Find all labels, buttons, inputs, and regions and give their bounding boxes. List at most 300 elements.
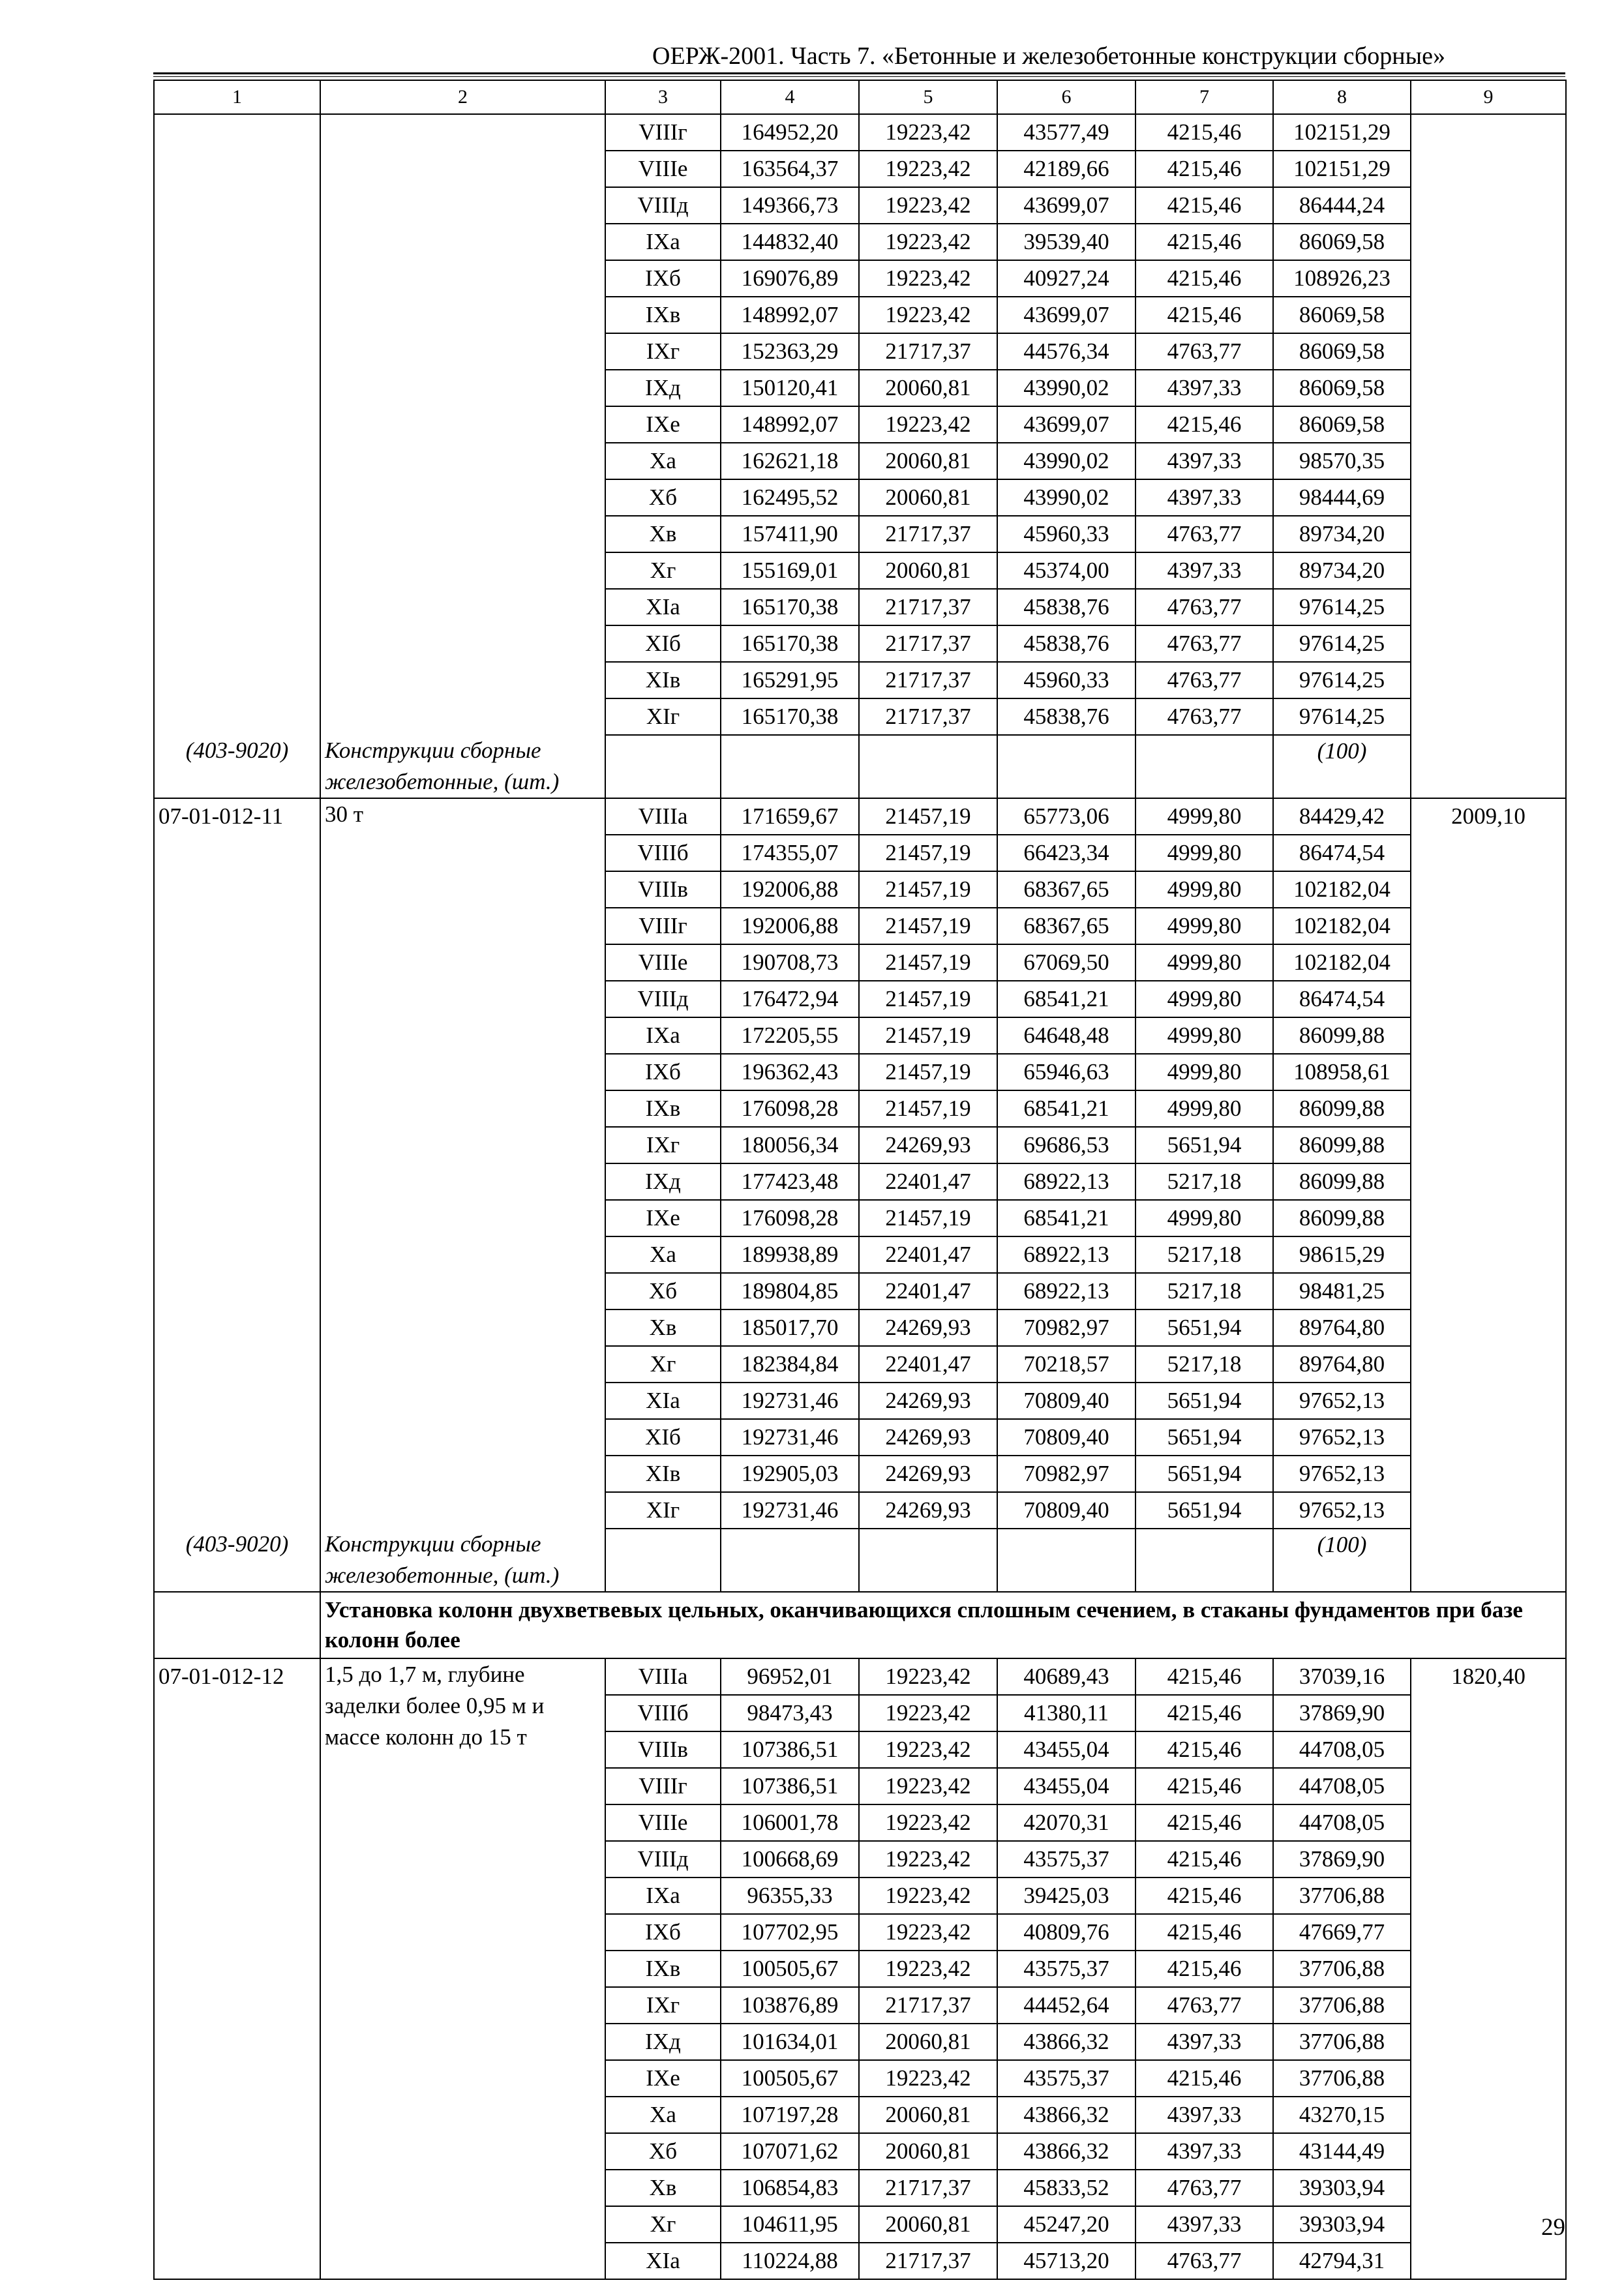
description-cell <box>320 662 605 698</box>
total-cost-cell: 172205,55 <box>721 1017 859 1054</box>
code-cell <box>154 589 320 625</box>
machinists-wages-cell: 5651,94 <box>1135 1456 1273 1492</box>
materials-cell: 97652,13 <box>1273 1456 1411 1492</box>
total-cost-cell: 177423,48 <box>721 1163 859 1200</box>
labor-cost-cell <box>1411 1163 1566 1200</box>
description-cell <box>320 1273 605 1309</box>
materials-cell: 39303,94 <box>1273 2170 1411 2206</box>
machinists-wages-cell: 4215,46 <box>1135 114 1273 151</box>
machinists-wages-cell: 4763,77 <box>1135 1987 1273 2024</box>
wages-cell: 19223,42 <box>859 1951 997 1987</box>
region-cell: VIIIб <box>605 835 721 871</box>
rates-table-body <box>154 80 1566 2279</box>
code-cell <box>154 1878 320 1914</box>
region-cell: XIа <box>605 589 721 625</box>
section-title-row <box>154 1592 1566 1658</box>
machines-cell: 70809,40 <box>997 1383 1135 1419</box>
labor-cost-cell <box>1411 1951 1566 1987</box>
code-cell <box>154 552 320 589</box>
materials-cell: 86099,88 <box>1273 1017 1411 1054</box>
description-cell <box>320 151 605 187</box>
total-cost-cell: 144832,40 <box>721 224 859 260</box>
description-cell <box>320 1163 605 1200</box>
table-row <box>154 552 1566 589</box>
region-cell: XIг <box>605 1492 721 1529</box>
machinists-wages-cell: 4397,33 <box>1135 2024 1273 2060</box>
table-row <box>154 2170 1566 2206</box>
description-cell <box>320 1236 605 1273</box>
table-row <box>154 2097 1566 2133</box>
machinists-wages-cell: 4215,46 <box>1135 2060 1273 2097</box>
table-row <box>154 1878 1566 1914</box>
machines-cell: 39425,03 <box>997 1878 1135 1914</box>
rates-table <box>153 80 1567 2280</box>
machines-cell: 43699,07 <box>997 406 1135 443</box>
wages-cell: 21457,19 <box>859 981 997 1017</box>
description-cell <box>320 1456 605 1492</box>
labor-cost-value: 1820,40 <box>1411 1658 1566 1695</box>
column-number: 8 <box>1273 80 1411 114</box>
description-cell <box>320 224 605 260</box>
description-cell <box>320 1951 605 1987</box>
total-cost-cell: 174355,07 <box>721 835 859 871</box>
region-cell: XIа <box>605 2243 721 2279</box>
machines-cell: 65773,06 <box>997 798 1135 835</box>
machines-cell: 43575,37 <box>997 1841 1135 1878</box>
wages-cell: 24269,93 <box>859 1492 997 1529</box>
description-cell <box>320 406 605 443</box>
wages-cell: 19223,42 <box>859 114 997 151</box>
table-row <box>154 981 1566 1017</box>
description-cell <box>320 1987 605 2024</box>
region-cell: IXв <box>605 1090 721 1127</box>
column-number: 3 <box>605 80 721 114</box>
materials-cell: 43270,15 <box>1273 2097 1411 2133</box>
table-row <box>154 2206 1566 2243</box>
total-cost-cell: 192006,88 <box>721 871 859 908</box>
code-cell <box>154 2097 320 2133</box>
code-cell <box>154 2170 320 2206</box>
wages-cell: 21717,37 <box>859 2170 997 2206</box>
code-cell <box>154 297 320 333</box>
machinists-wages-cell: 4999,80 <box>1135 1017 1273 1054</box>
machines-cell: 43866,32 <box>997 2133 1135 2170</box>
description-cell <box>320 1492 605 1529</box>
table-row <box>154 333 1566 370</box>
wages-cell: 21457,19 <box>859 835 997 871</box>
machinists-wages-cell: 4215,46 <box>1135 260 1273 297</box>
description-cell <box>320 260 605 297</box>
machines-cell: 67069,50 <box>997 944 1135 981</box>
machinists-wages-cell: 4999,80 <box>1135 908 1273 944</box>
code-cell <box>154 1236 320 1273</box>
wages-cell: 21717,37 <box>859 662 997 698</box>
description-cell <box>320 187 605 224</box>
total-cost-cell: 110224,88 <box>721 2243 859 2279</box>
machines-cell: 70982,97 <box>997 1309 1135 1346</box>
machinists-wages-cell: 5217,18 <box>1135 1273 1273 1309</box>
total-cost-cell: 165291,95 <box>721 662 859 698</box>
machinists-wages-cell: 4215,46 <box>1135 1768 1273 1804</box>
table-row <box>154 2243 1566 2279</box>
machines-cell: 43699,07 <box>997 187 1135 224</box>
total-cost-cell: 100668,69 <box>721 1841 859 1878</box>
region-cell: XIа <box>605 1383 721 1419</box>
wages-cell: 20060,81 <box>859 479 997 516</box>
labor-cost-cell <box>1411 1419 1566 1456</box>
machinists-wages-cell: 4763,77 <box>1135 662 1273 698</box>
labor-cost-cell <box>1411 1695 1566 1731</box>
materials-cell: 37706,88 <box>1273 1878 1411 1914</box>
total-cost-cell: 107071,62 <box>721 2133 859 2170</box>
table-row <box>154 187 1566 224</box>
region-cell: IXе <box>605 406 721 443</box>
machines-cell: 39539,40 <box>997 224 1135 260</box>
labor-cost-cell <box>1411 1127 1566 1163</box>
total-cost-cell: 149366,73 <box>721 187 859 224</box>
table-row <box>154 625 1566 662</box>
description-cell <box>320 589 605 625</box>
wages-cell: 19223,42 <box>859 1658 997 1695</box>
rate-code: 07-01-012-11 <box>154 798 320 835</box>
total-cost-cell: 192006,88 <box>721 908 859 944</box>
materials-cell: 86474,54 <box>1273 835 1411 871</box>
description-cell <box>320 370 605 406</box>
materials-cell: 86069,58 <box>1273 333 1411 370</box>
description-cell <box>320 1878 605 1914</box>
empty-cell <box>1135 1529 1273 1592</box>
materials-cell: 98570,35 <box>1273 443 1411 479</box>
machines-cell: 45833,52 <box>997 2170 1135 2206</box>
machines-cell: 45838,76 <box>997 625 1135 662</box>
materials-cell: 86099,88 <box>1273 1090 1411 1127</box>
machines-cell: 68922,13 <box>997 1236 1135 1273</box>
description-cell <box>320 1127 605 1163</box>
description-cell <box>320 1383 605 1419</box>
table-row <box>154 1658 1566 1695</box>
wages-cell: 19223,42 <box>859 1914 997 1951</box>
code-cell <box>154 1163 320 1200</box>
description-cell <box>320 1419 605 1456</box>
materials-cell: 98444,69 <box>1273 479 1411 516</box>
table-row <box>154 1090 1566 1127</box>
machines-cell: 68922,13 <box>997 1273 1135 1309</box>
code-cell <box>154 2243 320 2279</box>
table-row <box>154 1163 1566 1200</box>
description-cell <box>320 2170 605 2206</box>
wages-cell: 19223,42 <box>859 1768 997 1804</box>
labor-cost-cell <box>1411 1914 1566 1951</box>
description-cell <box>320 1054 605 1090</box>
materials-cell: 97652,13 <box>1273 1492 1411 1529</box>
labor-cost-cell <box>1411 552 1566 589</box>
machinists-wages-cell: 4999,80 <box>1135 1200 1273 1236</box>
materials-cell: 37869,90 <box>1273 1841 1411 1878</box>
wages-cell: 19223,42 <box>859 187 997 224</box>
materials-cell: 86069,58 <box>1273 297 1411 333</box>
total-cost-cell: 101634,01 <box>721 2024 859 2060</box>
wages-cell: 21457,19 <box>859 1054 997 1090</box>
region-cell: VIIIа <box>605 1658 721 1695</box>
description-cell <box>320 1804 605 1841</box>
wages-cell: 21457,19 <box>859 798 997 835</box>
materials-cell: 37706,88 <box>1273 2024 1411 2060</box>
wages-cell: 20060,81 <box>859 552 997 589</box>
materials-cell: 44708,05 <box>1273 1768 1411 1804</box>
materials-cell: 44708,05 <box>1273 1731 1411 1768</box>
labor-cost-cell <box>1411 625 1566 662</box>
region-cell: VIIIг <box>605 1768 721 1804</box>
total-cost-cell: 165170,38 <box>721 589 859 625</box>
total-cost-cell: 163564,37 <box>721 151 859 187</box>
region-cell: IXг <box>605 333 721 370</box>
materials-cell: 37039,16 <box>1273 1658 1411 1695</box>
machinists-wages-cell: 4999,80 <box>1135 981 1273 1017</box>
table-row <box>154 1127 1566 1163</box>
materials-cell: 89764,80 <box>1273 1346 1411 1383</box>
code-cell <box>154 1200 320 1236</box>
code-cell <box>154 698 320 735</box>
machinists-wages-cell: 4215,46 <box>1135 1731 1273 1768</box>
description-cell <box>320 698 605 735</box>
table-row <box>154 370 1566 406</box>
machines-cell: 43455,04 <box>997 1731 1135 1768</box>
wages-cell: 21717,37 <box>859 2243 997 2279</box>
code-cell <box>154 1054 320 1090</box>
machinists-wages-cell: 4999,80 <box>1135 835 1273 871</box>
machines-cell: 66423,34 <box>997 835 1135 871</box>
wages-cell: 21717,37 <box>859 333 997 370</box>
machinists-wages-cell: 4397,33 <box>1135 479 1273 516</box>
resource-reference-row <box>154 735 1566 798</box>
resource-description: Конструкции сборные железобетонные, (шт.) <box>320 1529 605 1592</box>
table-row <box>154 798 1566 835</box>
table-row <box>154 224 1566 260</box>
description-cell <box>320 2133 605 2170</box>
materials-cell: 86099,88 <box>1273 1163 1411 1200</box>
page-header-title: ОЕРЖ-2001. Часть 7. «Бетонные и железобетонные конструкции сборные» <box>652 42 1445 70</box>
total-cost-cell: 180056,34 <box>721 1127 859 1163</box>
materials-cell: 37706,88 <box>1273 1987 1411 2024</box>
description-cell <box>320 516 605 552</box>
total-cost-cell: 162495,52 <box>721 479 859 516</box>
table-row <box>154 1492 1566 1529</box>
materials-cell: 108958,61 <box>1273 1054 1411 1090</box>
materials-cell: 97614,25 <box>1273 589 1411 625</box>
total-cost-cell: 104611,95 <box>721 2206 859 2243</box>
machines-cell: 64648,48 <box>997 1017 1135 1054</box>
description-cell <box>320 981 605 1017</box>
labor-cost-cell <box>1411 944 1566 981</box>
labor-cost-cell <box>1411 1346 1566 1383</box>
total-cost-cell: 103876,89 <box>721 1987 859 2024</box>
total-cost-cell: 192731,46 <box>721 1419 859 1456</box>
machines-cell: 43990,02 <box>997 370 1135 406</box>
table-row <box>154 662 1566 698</box>
description-cell <box>320 333 605 370</box>
labor-cost-cell <box>1411 835 1566 871</box>
region-cell: IXа <box>605 224 721 260</box>
resource-quantity: (100) <box>1273 1529 1411 1592</box>
code-cell <box>154 1456 320 1492</box>
machines-cell: 40689,43 <box>997 1658 1135 1695</box>
machines-cell: 43575,37 <box>997 1951 1135 1987</box>
total-cost-cell: 107197,28 <box>721 2097 859 2133</box>
labor-cost-cell <box>1411 187 1566 224</box>
machinists-wages-cell: 4215,46 <box>1135 1878 1273 1914</box>
description-cell <box>320 479 605 516</box>
region-cell: IXг <box>605 1987 721 2024</box>
region-cell: Xб <box>605 479 721 516</box>
description-cell <box>320 625 605 662</box>
code-cell <box>154 1383 320 1419</box>
region-cell: Xа <box>605 2097 721 2133</box>
labor-cost-cell <box>1411 443 1566 479</box>
machinists-wages-cell: 4397,33 <box>1135 2133 1273 2170</box>
description-cell <box>320 297 605 333</box>
code-cell <box>154 1273 320 1309</box>
region-cell: IXв <box>605 297 721 333</box>
wages-cell: 19223,42 <box>859 1804 997 1841</box>
region-cell: IXг <box>605 1127 721 1163</box>
code-cell <box>154 871 320 908</box>
labor-cost-cell <box>1411 479 1566 516</box>
code-cell <box>154 1695 320 1731</box>
labor-cost-cell <box>1411 698 1566 735</box>
materials-cell: 43144,49 <box>1273 2133 1411 2170</box>
wages-cell: 21457,19 <box>859 908 997 944</box>
labor-cost-cell <box>1411 1200 1566 1236</box>
machinists-wages-cell: 4215,46 <box>1135 406 1273 443</box>
wages-cell: 19223,42 <box>859 1878 997 1914</box>
materials-cell: 86474,54 <box>1273 981 1411 1017</box>
empty-cell <box>605 735 721 798</box>
machinists-wages-cell: 4763,77 <box>1135 2170 1273 2206</box>
region-cell: IXв <box>605 1951 721 1987</box>
region-cell: IXа <box>605 1017 721 1054</box>
total-cost-cell: 152363,29 <box>721 333 859 370</box>
labor-cost-cell <box>1411 2133 1566 2170</box>
total-cost-cell: 150120,41 <box>721 370 859 406</box>
column-number: 5 <box>859 80 997 114</box>
materials-cell: 108926,23 <box>1273 260 1411 297</box>
code-cell <box>154 443 320 479</box>
materials-cell: 102151,29 <box>1273 114 1411 151</box>
labor-cost-cell <box>1411 1841 1566 1878</box>
machines-cell: 45713,20 <box>997 2243 1135 2279</box>
code-cell <box>154 1841 320 1878</box>
description-cell <box>320 1841 605 1878</box>
table-row <box>154 443 1566 479</box>
description-cell <box>320 1017 605 1054</box>
machinists-wages-cell: 5651,94 <box>1135 1492 1273 1529</box>
labor-cost-cell <box>1411 1090 1566 1127</box>
region-cell: VIIIв <box>605 1731 721 1768</box>
materials-cell: 86069,58 <box>1273 224 1411 260</box>
machines-cell: 70809,40 <box>997 1492 1135 1529</box>
total-cost-cell: 98473,43 <box>721 1695 859 1731</box>
code-cell <box>154 835 320 871</box>
machines-cell: 43455,04 <box>997 1768 1135 1804</box>
labor-cost-cell <box>1411 1987 1566 2024</box>
region-cell: VIIIа <box>605 798 721 835</box>
machines-cell: 68367,65 <box>997 908 1135 944</box>
table-row <box>154 1200 1566 1236</box>
wages-cell: 22401,47 <box>859 1163 997 1200</box>
total-cost-cell: 106854,83 <box>721 2170 859 2206</box>
materials-cell: 97614,25 <box>1273 698 1411 735</box>
wages-cell: 21717,37 <box>859 625 997 662</box>
code-cell <box>154 2024 320 2060</box>
machinists-wages-cell: 4763,77 <box>1135 2243 1273 2279</box>
total-cost-cell: 107386,51 <box>721 1768 859 1804</box>
wages-cell: 21457,19 <box>859 1017 997 1054</box>
code-cell <box>154 1768 320 1804</box>
machinists-wages-cell: 4763,77 <box>1135 625 1273 662</box>
code-cell <box>154 1914 320 1951</box>
materials-cell: 97652,13 <box>1273 1419 1411 1456</box>
machinists-wages-cell: 4215,46 <box>1135 297 1273 333</box>
description-cell <box>320 871 605 908</box>
resource-code: (403-9020) <box>154 735 320 798</box>
machines-cell: 43575,37 <box>997 2060 1135 2097</box>
machinists-wages-cell: 4215,46 <box>1135 1914 1273 1951</box>
region-cell: VIIIе <box>605 151 721 187</box>
wages-cell: 22401,47 <box>859 1273 997 1309</box>
code-cell <box>154 224 320 260</box>
column-number: 4 <box>721 80 859 114</box>
empty-cell <box>859 1529 997 1592</box>
labor-cost-cell <box>1411 1878 1566 1914</box>
description-cell <box>320 1309 605 1346</box>
region-cell: VIIIд <box>605 981 721 1017</box>
code-cell <box>154 981 320 1017</box>
code-cell <box>154 1346 320 1383</box>
machinists-wages-cell: 5651,94 <box>1135 1419 1273 1456</box>
table-row <box>154 1383 1566 1419</box>
code-cell <box>154 1309 320 1346</box>
machines-cell: 70809,40 <box>997 1419 1135 1456</box>
header-rule <box>153 72 1565 74</box>
column-number: 2 <box>320 80 605 114</box>
labor-cost-cell <box>1411 114 1566 151</box>
table-row <box>154 479 1566 516</box>
total-cost-cell: 176472,94 <box>721 981 859 1017</box>
region-cell: Xа <box>605 443 721 479</box>
description-cell <box>320 552 605 589</box>
description-cell <box>320 2206 605 2243</box>
machines-cell: 43866,32 <box>997 2024 1135 2060</box>
region-cell: VIIIд <box>605 187 721 224</box>
code-cell <box>154 1492 320 1529</box>
machines-cell: 44576,34 <box>997 333 1135 370</box>
empty-cell <box>154 1592 320 1658</box>
region-cell: VIIIе <box>605 1804 721 1841</box>
table-row <box>154 516 1566 552</box>
total-cost-cell: 157411,90 <box>721 516 859 552</box>
region-cell: IXа <box>605 1878 721 1914</box>
wages-cell: 21457,19 <box>859 1200 997 1236</box>
wages-cell: 20060,81 <box>859 2097 997 2133</box>
code-cell <box>154 516 320 552</box>
table-row <box>154 1309 1566 1346</box>
description-cell <box>320 2097 605 2133</box>
code-cell <box>154 625 320 662</box>
table-row <box>154 114 1566 151</box>
table-row <box>154 835 1566 871</box>
machines-cell: 45960,33 <box>997 662 1135 698</box>
region-cell: VIIIг <box>605 114 721 151</box>
